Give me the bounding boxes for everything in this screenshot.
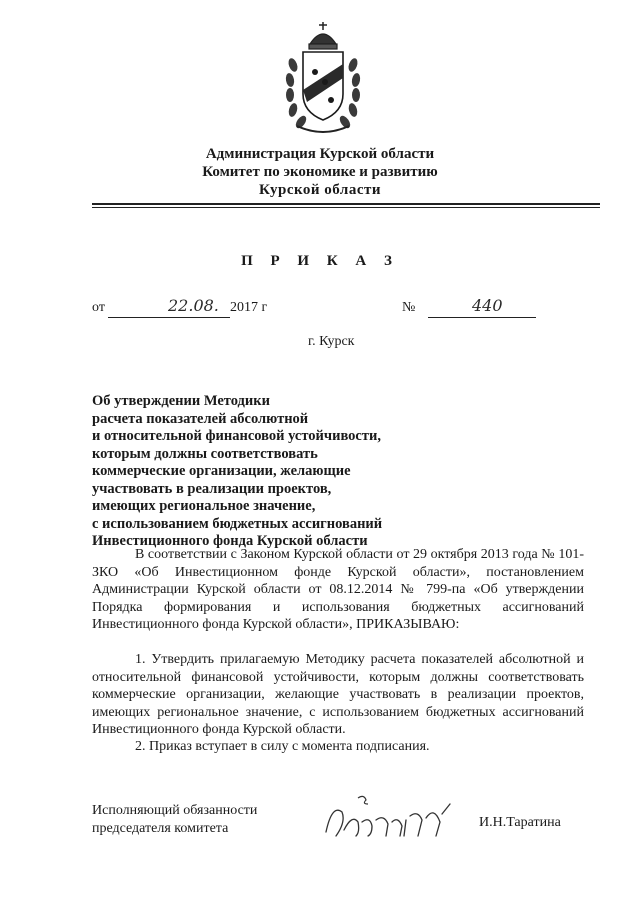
- date-year: 2017 г: [230, 300, 268, 315]
- preamble-paragraph: В соответствии с Законом Курской области от 29 октября 2013 года № 101-ЗКО «Об Инвестиционном фонде Курской области», постановлением Администрации Курской области от 08.12.2014 № 799-па «Об утверждении Порядка формирования и использования бюджетных ассигнований Инвестиционного фонда Курской области», ПРИКАЗЫВАЮ:: [92, 547, 584, 633]
- subject-line: коммерческие организации, желающие: [92, 463, 351, 479]
- signatory-position: [92, 802, 257, 838]
- org-line-administration: Администрация Курской области: [205, 146, 435, 162]
- document-title: П Р И К А З: [241, 253, 399, 269]
- order-item-2: 2. Приказ вступает в силу с момента подписания.: [135, 739, 430, 754]
- order-item-1: 1. Утвердить прилагаемую Методику расчета показателей абсолютной и относительной финансовой устойчивости, которым должны соответствовать коммерческие организации, желающие участвовать в реализации проектов, имеющих региональное значение, с использованием бюджетных ассигнований Инвестиционного фонда Курской области.: [92, 652, 584, 738]
- handwritten-signature: [318, 792, 458, 852]
- number-underline: [428, 317, 536, 318]
- coat-of-arms-emblem: [283, 20, 363, 138]
- handwritten-date: 22.08.: [168, 296, 219, 315]
- subject-line: с использованием бюджетных ассигнований: [92, 515, 383, 532]
- subject-line: Об утверждении Методики: [92, 393, 270, 409]
- subject-line: и относительной финансовой устойчивости,: [92, 428, 381, 444]
- subject-line: имеющих региональное значение,: [92, 498, 316, 514]
- header-rule-thin: [92, 207, 600, 208]
- subject-line: Инвестиционного фонда Курской области: [92, 533, 368, 549]
- subject-line: участвовать в реализации проектов,: [92, 480, 332, 497]
- subject-line: расчета показателей абсолютной: [92, 410, 309, 427]
- handwritten-number: 440: [472, 296, 503, 315]
- date-prefix: от: [92, 300, 105, 315]
- subject-line: которым должны соответствовать: [92, 445, 318, 462]
- city: г. Курск: [308, 334, 355, 349]
- number-label: №: [402, 300, 416, 315]
- date-underline: [108, 317, 230, 318]
- header-rule-thick: [92, 203, 600, 205]
- org-line-region: Курской области: [258, 182, 382, 198]
- position-line-1: Исполняющий обязанности: [92, 803, 258, 818]
- order-subject: [92, 393, 452, 551]
- position-line-2: председателя комитета: [92, 821, 229, 836]
- signatory-name: И.Н.Таратина: [479, 815, 561, 830]
- org-line-committee: Комитет по экономике и развитию: [202, 164, 438, 180]
